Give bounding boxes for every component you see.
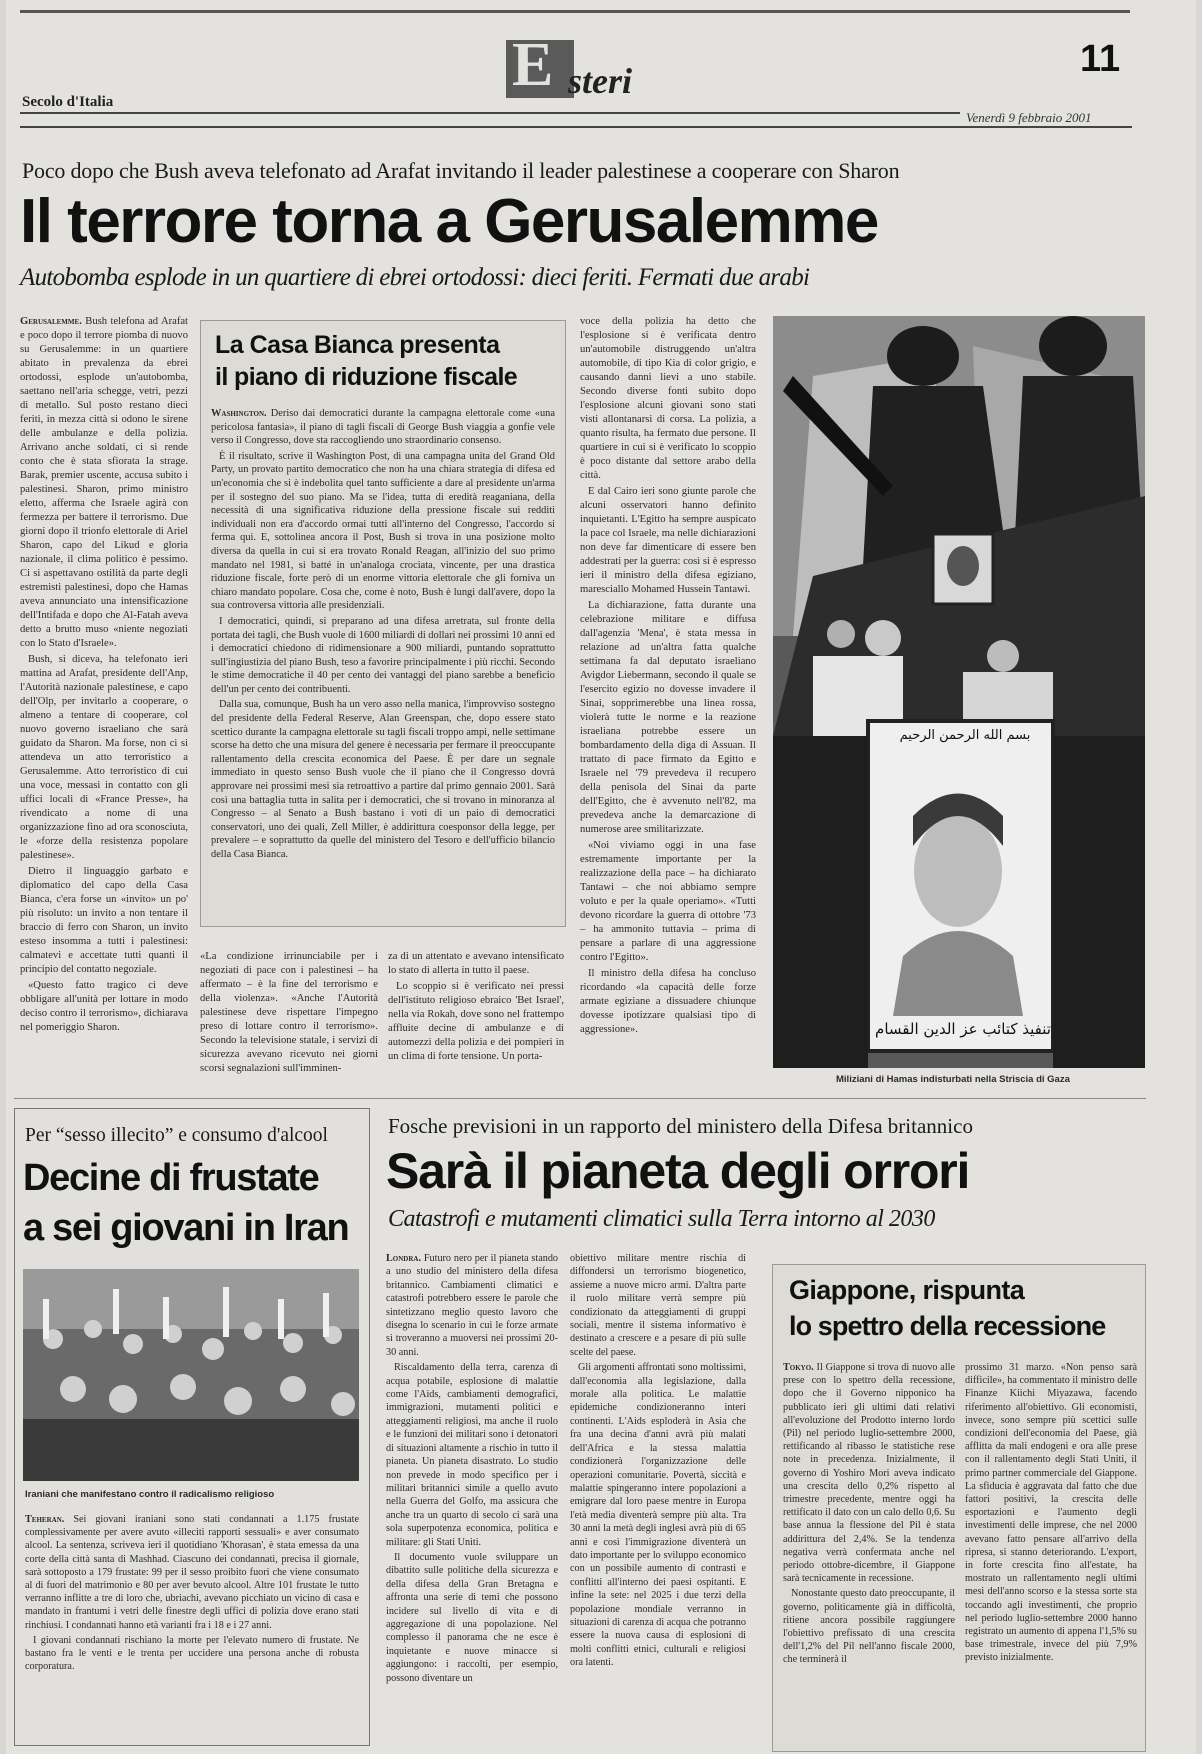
iran-dateline: Teheran. [25, 1514, 65, 1525]
japan-col1-p1: Il Giappone si trova di nuovo alle prese con lo spettro della recessione, dopo che il Governo nipponico ha pubblicato ieri gli ultimi dati relativi all'evoluzione del Prodotto interno lordo (Pil) nel periodo luglio-settembre 2000, rettificando al ribasso le statistiche rese note in precedenza. Inizialmente, il governo di Yoshiro Mori aveva indicato una crescita dello 0,2% rispetto al trimestre precedente, mentre oggi ha rettificato il dato con un calo dello 0,6. Su base annua la flessione del Pil è stata addirittura del 2,4%. Se la tendenza negativa verrà confermata anche nel periodo ottobre-dicembre, il Giappone sarà tecnicamente in recessione. [783, 1362, 955, 1585]
japan-headline-line2: lo spettro della recessione [789, 1311, 1106, 1341]
box-dateline: Washington. [211, 408, 267, 419]
main-col1-p2: Bush, si diceva, ha telefonato ieri mattina ad Arafat, presidente dell'Anp, l'Autorità nazionale palestinese, e capo dell'Olp, per invitarlo a cooperare, o almeno a tentare di cooperare, col nuovo governo israeliano che sarà guidato da Sharon. Ma forse, non ci si attendeva un atto terroristico a Gerusalemme. Atto terroristico di cui una voce, messasi in contatto con gli uffici locali di «France Presse», ha rivendicato a nome di una organizzazione fino ad ora sconosciuta, le «forze della resistenza popolare palestinese». [20, 654, 188, 861]
page-number: 11 [1080, 38, 1121, 80]
poster-caption: تنفيذ كتائب عز الدين القسام [875, 1020, 1051, 1038]
issue-date: Venerdì 9 febbraio 2001 [966, 110, 1092, 125]
iran-kicker: Per “sesso illecito” e consumo d'alcool [25, 1125, 328, 1146]
japan-dateline: Tokyo. [783, 1362, 814, 1373]
japan-column-2 [965, 1361, 1137, 1743]
iran-headline-line2: a sei giovani in Iran [23, 1207, 349, 1249]
main-subhead: Autobomba esplode in un quartiere di ebrei ortodossi: dieci feriti. Fermati due arabi [20, 264, 810, 291]
japan-story-box [772, 1264, 1146, 1752]
hamas-photo [773, 316, 1145, 1068]
uk-kicker: Fosche previsioni in un rapporto del ministero della Difesa britannico [388, 1114, 973, 1138]
box-headline-line2: il piano di riduzione fiscale [215, 363, 518, 391]
main-kicker: Poco dopo che Bush aveva telefonato ad Arafat invitando il leader palestinese a cooperare con Sharon [22, 158, 900, 183]
main-col1-p4: «Questo fatto tragico ci deve obbligare all'unità per lottare in modo deciso contro il terrorismo», dichiarava nel pomeriggio Sharon. [20, 980, 188, 1033]
main-col1-p1: Bush telefona ad Arafat e poco dopo il terrore piomba di nuovo su Gerusalemme: in un quartiere abitato in prevalenza da ebrei ortodossi, esplode un'autobomba, saettano nell'aria schegge, vetri, pezzi di metallo. Sul posto restano dieci feriti, in mezza città si odono le sirene delle ambulanze e della polizia. Arrivano anche soldati, ci si rende conto che è stata sfiorata la strage. Barak, premier uscente, accusa subito i palestinesi. Sharon, primo ministro eletto, afferma che Israele agirà con fermezza per battere il terrorismo. Due giorni dopo il trionfo elettorale di Ariel Sharon, capo del Likud e gloria nazionale, il clima politico è pessimo. Ci si aspettavano ostilità da parte degli estremisti palestinesi, dopo che Hamas aveva annunciato una intensificazione dell'Intifada e dopo che Al-Fatah aveva detto a brutto muso «niente negoziati con lo Stato d'Israele». [20, 316, 188, 649]
box-story [200, 320, 566, 927]
main-story-column-3 [388, 950, 564, 1085]
japan-headline-line1: Giappone, rispunta [789, 1275, 1025, 1305]
main-col2-p1: «La condizione irrinunciabile per i negoziati di pace con i palestinesi – ha affermato – è la fine del terrorismo e della violenza». «Anche l'Autorità palestinese deve rispettare l'impegno preso di lottare contro il terrorismo». Secondo la televisione statale, i servizi di sicurezza avevano ricevuto nei giorni scorsi segnalazioni sull'imminen- [200, 951, 378, 1074]
main-col4-p4: «Noi viviamo oggi in una fase estremamente importante per la realizzazione della pace – ha dichiarato Tantawi – che noi abbiamo sempre voluto e per la quale operiamo». «Tutti devono ricordare la guerra di ottobre '73 – ha ammonito tuttavia – prima di pensare a parlare di una aggressione contro l'Egitto». [580, 840, 756, 963]
section-divider [14, 1098, 1146, 1099]
paper-name: Secolo d'Italia [22, 94, 114, 110]
section-title: steri [568, 61, 633, 101]
main-col3-p2: Lo scoppio si è verificato nei pressi dell'istituto religioso ebraico 'Bet Israel', nella via Rokah, dove sono nel frattempo affluite decine di ambulanze e di automezzi della polizia e dei pompieri in un clima di forte tensione. Un porta- [388, 981, 564, 1062]
hamas-photo-caption: Miliziani di Hamas indisturbati nella Striscia di Gaza [836, 1074, 1070, 1085]
box-p2: È il risultato, scrive il Washington Post, di una campagna unita del Grand Old Party, un provato partito democratico che non ha una chiara strategia di difesa ed un'economia che si è indebolita quel tanto sufficiente a dare al presidente un'arma per il sostegno del suo piano. Ma se l'idea, tutta di eredità reaganiana, della necessità di una significativa riduzione della pressione fiscale sui redditi individuali non era d'accordo ormai tutti all'interno del Congresso, l'accordo si ferma qui. E, sottolinea ancora il Post, Bush si trova in una posizione molto diversa da quella in cui si era trovato Ronald Reagan, all'inizio del suo primo mandato nel 1981, si batté in un'analoga crociata, vincente, per una drastica riduzione fiscale, forte però di un enorme vittoria elettorale che gli forniva un chiaro mandato popolare. Cosa che, come è noto, Bush è lungi dall'avere, dopo la sua controversa vittoria alle presidenziali. [211, 450, 555, 612]
iran-p1: Sei giovani iraniani sono stati condannati a 1.175 frustate complessivamente per avere avuto «illeciti rapporti sessuali» e aver consumato alcool. La sentenza, scriveva ieri il quotidiano 'Khorasan', è stata emessa da una corte della città santa di Mashhad. Ciascuno dei condannati, precisa il giornale, sarà sottoposto a 179 frustate: 99 per il sesso proibito fuori che viene consumato al di fuori del matrimonio e 80 per aver bevuto alcool. Altre 101 frustate le tutto verranno inflitte a tre di loro che, ubriachi, avevano picchiato un vicino di casa e mandato in frantumi i vetri delle finestre degli uffici di polizia dove erano stati rinchiusi. I condannati hanno età varianti fra i 18 e i 27 anni. [25, 1514, 359, 1631]
main-dateline: Gerusalemme. [20, 316, 82, 327]
main-story-column-1 [20, 315, 188, 1085]
main-col4-p2: E dal Cairo ieri sono giunte parole che alcuni osservatori hanno definito inquietanti. L'Egitto ha sempre auspicato la pace col Israele, ma nelle dichiarazioni non deve far dimenticare di essere ben addestrati per la guerra: così si è espresso ieri il ministro della difesa egiziano, maresciallo Mohamed Hussein Tantawi. [580, 486, 756, 595]
iran-p2: I giovani condannati rischiano la morte per l'elevato numero di frustate. Ne bastano fra le venti e le trenta per uccidere una persona anche di robusta corporatura. [25, 1634, 359, 1673]
uk-headline: Sarà il pianeta degli orrori [386, 1143, 970, 1199]
box-p3: I democratici, quindi, si preparano ad una difesa arretrata, sul fronte della portata dei tagli, che Bush vuole di 1600 miliardi di dollari nei prossimi 10 anni ed i democratici chiedono di ridimensionare a 900 miliardi, puntando soprattutto sull'ingiustizia del piano Bush, teso a favorire principalmente i più ricchi. Secondo le stime democratiche il 40 per cento dei vantaggi del piano sarebbe a beneficio dell'un per cento dei contribuenti. [211, 615, 555, 695]
main-headline: Il terrore torna a Gerusalemme [20, 187, 878, 256]
uk-col1-p2: Riscaldamento della terra, carenza di acqua potabile, esplosione di malattie come l'Aids, cambiamenti demografici, immigrazioni, mutamenti politici e atteggiamenti religiosi, ma anche il ruolo e le funzioni dei militari sono i detonatori di situazioni altamente a rischio in tutto il pianeta. Un pianeta disastrato. Lo studio non prevede in modo specifico per i militari britannici simile a quello avuto nella Guerra del Golfo, ma assicura che anche tra un quarto di secolo ci sarà una sola superpotenza economica, politica e militare: gli Stati Uniti. [386, 1362, 558, 1548]
japan-col1-p2: Nonostante questo dato preoccupante, il governo, politicamente già in difficoltà, ritiene ancora possibile raggiungere l'obiettivo prefissato di una crescita dell'1,2% del Pil nell'anno fiscale 2000, che terminerà il [783, 1588, 955, 1666]
iran-body [25, 1513, 359, 1739]
poster-banner: بسم الله الرحمن الرحيم [899, 728, 1031, 743]
uk-dateline: Londra. [386, 1253, 422, 1264]
box-p1: Deriso dai democratici durante la campagna elettorale come «una pericolosa fantasia», il piano di tagli fiscali di George Bush viaggia a gonfie vele verso il Congresso, dove sta raccogliendo uno straordinario consenso. [211, 408, 555, 447]
masthead-rule [20, 112, 960, 114]
main-col3-p1: za di un attentato e avevano intensificato lo stato di allerta in tutto il paese. [388, 951, 564, 976]
section-initial: E [512, 31, 554, 99]
main-story-column-4 [580, 315, 756, 1085]
main-story-column-2 [200, 950, 378, 1085]
japan-col2-p1: prossimo 31 marzo. «Non penso sarà difficile», ha commentato il ministro delle Finanze Kiichi Miyazawa, facendo riferimento all'obiettivo. Gli economisti, invece, sono sempre più scettici sulle condizioni dell'economia del Paese, già afflitta da mali endogeni e ora alle prese con il rallentamento degli Stati Uniti, il primo partner commerciale del Giappone. La sfiducia è aggravata dal fatto che due fattori positivi, la crescita delle esportazioni e l'aumento degli investimenti delle imprese, che nel 2000 avevano fatto pensare all'arrivo della ripresa, si stanno deteriorando. L'export, in forte crescita fino all'estate, ha mostrato un rallentamento negli ultimi mesi dell'anno scorso e la stessa sorte sta toccando agli investimenti, che proprio nel periodo luglio-settembre 2000 hanno registrato un aumento di appena l'1,5% su base trimestrale, invece del più 7,9% previsto inizialmente. [965, 1362, 1137, 1664]
main-col1-p3: Dietro il linguaggio garbato e diplomatico del capo della Casa Bianca, c'era forse un «invito» un po' più risoluto: un invito a non tentare il braccio di ferro con Sharon, un invito esteso insomma a tutti i palestinesi: calmatevi e accettate tutti quanti il principio del contatto negoziale. [20, 866, 188, 975]
hamas-photo-illustration [773, 316, 1145, 1068]
iran-headline-line1: Decine di frustate [23, 1157, 319, 1199]
masthead [20, 8, 1132, 128]
main-col4-p5: Il ministro della difesa ha concluso ricordando «la capacità delle forze armate egiziane a dissuadere chiunque dovesse ipotizzare qualsiasi tipo di aggressione». [580, 968, 756, 1035]
box-p4: Dalla sua, comunque, Bush ha un vero asso nella manica, l'improvviso sostegno del presidente della Federal Reserve, Alan Greenspan, che, dopo essere stato scettico durante la campagna elettorale su tagli fiscali troppo ampi, nelle settimane scorse ha detto che una misura del genere è necessaria per fermare il preoccupante rallentamento della crescita economica del Paese. È per dare un segnale immediato in questo senso Bush vuole che il piano che il Congresso dovrà approvare nei prossimi mesi sia retroattivo a partire dal primo gennaio 2001. Sarà così una battaglia tutta in salita per i democratici, che si trovano in minoranza al Congresso – al Senato a Bush bastano i voti di un paio di democratici conservatori, uno dei quali, Zell Miller, è addirittura coesponsor della legge, per prevalere – e soprattutto da quelle del ministero del Tesoro e dell'ufficio bilancio della Casa Bianca. [211, 699, 555, 860]
militant-head-right [1039, 316, 1107, 376]
top-rule [20, 10, 1130, 13]
box-body [211, 407, 555, 917]
masthead-rule-bottom [20, 126, 1132, 128]
uk-column-2 [570, 1252, 746, 1742]
box-headline-line1: La Casa Bianca presenta [215, 331, 500, 359]
uk-col2-p1: obiettivo militare mentre rischia di diffondersi un terrorismo biogenetico, assieme a nuove micro armi. D'altra parte il ruolo militare verrà sempre più condizionato da atteggiamenti di gruppi sociali, mentre il sistema informativo è destinato a crescere e a pesare di più sulle scelte del paese. [570, 1253, 746, 1358]
iran-protest-photo [23, 1269, 359, 1481]
iran-photo-caption: Iraniani che manifestano contro il radicalismo religioso [25, 1489, 275, 1500]
iran-story-box [14, 1108, 370, 1746]
uk-col1-p1: Futuro nero per il pianeta stando a uno studio del ministero della difesa britannico. Cambiamenti climatici e catastrofi potrebbero essere le parole che sintetizzano meglio questo lavoro che disegna lo scenario in cui le forze armate si troveranno a muoversi nei prossimi 20-30 anni. [386, 1253, 558, 1358]
iran-photo-illustration [23, 1269, 359, 1481]
uk-column-1 [386, 1252, 558, 1742]
militant-head-left [887, 326, 959, 386]
uk-subhead: Catastrofi e mutamenti climatici sulla Terra intorno al 2030 [388, 1206, 935, 1232]
uk-col2-p2: Gli argomenti affrontati sono moltissimi, dall'economia alla legislazione, dalla morale alla politica. Le malattie epidemiche condizioneranno interi continenti. L'Aids esploderà in Asia che fra una decina d'anni avrà più malati dell'Africa e la stessa malattia condizionerà l'organizzazione delle operazioni comunitarie. Povertà, siccità e malattie spingeranno intere popolazioni a emigrare dal loro paese mentre in Europa l'età media diventerà sempre più alta. Tra 30 anni la metà degli inglesi avrà più di 65 anni e così l'immigrazione diventerà un dato importante per lo sviluppo economico con un possibile aumento di contrasti e conflitti all'interno dei paesi ospitanti. E infine la sete: nel 2025 i due terzi della popolazione mondiale verranno in situazioni di carenza di acqua che potranno essere la nuova causa di esplosioni di molti conflitti etnici, culturali e religiosi ora latenti. [570, 1362, 746, 1669]
japan-column-1 [783, 1361, 955, 1743]
uk-col1-p3: Il documento vuole sviluppare un dibattito sulle politiche della sicurezza e della difesa della Gran Bretagna e affronta una serie di temi che possono incidere sul livello di vita e di aggregazione di una popolazione. Nel complesso il panorama che ne esce è inquietante e nuove minacce si aggiungono: i raccolti, per esempio, possono diventare un [386, 1551, 558, 1684]
main-col4-p1: voce della polizia ha detto che l'esplosione si è verificata dentro un'automobile distruggendo un'altra automobile, di tipo Kia di color grigio, e causando danni lievi a uno stabile. Secondo diverse fonti subito dopo l'esplosione alcuni giovani sono stati visti allontanarsi di corsa. La polizia, a quanto risulta, ha fermato due persone. Il quartiere in cui si è verificato lo scoppio è poco distante dal settore arabo della città. [580, 316, 756, 481]
main-col4-p3: La dichiarazione, fatta durante una celebrazione militare e diffusa dall'agenzia 'Mena', è stata messa in relazione ad un'altra fatta qualche settimana fa dal deputato israeliano Avigdor Liebermann, secondo il quale se l'esercito egizio no dovesse invadere il Sinai, sopprimerebbe una linea rossa, violerà tutte le norme e la reazione israeliana potrebbe essere un bombardamento della diga di Assuan. Il trattato di pace firmato da Egitto e Israele nel '79 prevedeva il recupero della penisola del Sinai da parte dell'Egitto, che è avvenuto nell'82, ma prevedeva anche la demarcazione di numerose aree smilitarizzate. [580, 600, 756, 835]
